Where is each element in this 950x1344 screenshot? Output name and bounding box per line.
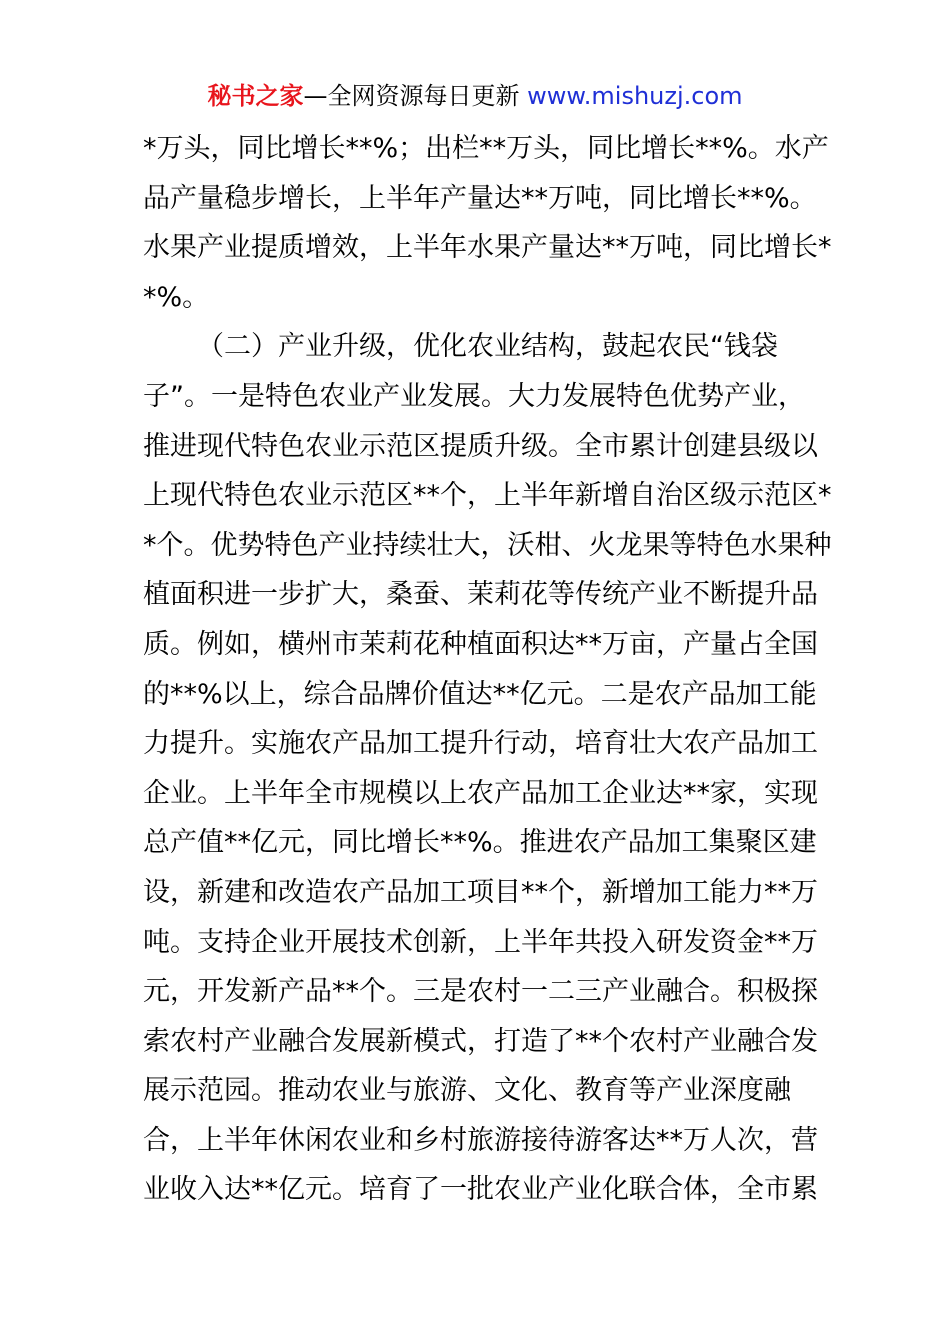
text-line: 子”。一是特色农业产业发展。大力发展特色优势产业，	[143, 380, 805, 412]
text-line: 元，开发新产品**个。三是农村一二三产业融合。积极探	[143, 976, 818, 1008]
text-line: 植面积进一步扩大，桑蚕、茉莉花等传统产业不断提升品	[143, 579, 818, 611]
text-line: 吨。支持企业开展技术创新，上半年共投入研发资金**万	[143, 926, 818, 958]
text-line: 业收入达**亿元。培育了一批农业产业化联合体，全市累	[143, 1174, 818, 1206]
text-line: 质。例如，横州市茉莉花种植面积达**万亩，产量占全国	[143, 628, 818, 660]
text-line: 力提升。实施农产品加工提升行动，培育壮大农产品加工	[143, 728, 818, 760]
text-line: 品产量稳步增长，上半年产量达**万吨，同比增长**%。	[143, 182, 817, 214]
site-url-link[interactable]: www.mishuzj.com	[527, 82, 743, 110]
text-line: *个。优势特色产业持续壮大，沃柑、火龙果等特色水果种	[143, 529, 832, 561]
site-header	[0, 80, 950, 112]
text-line: 上现代特色农业示范区**个，上半年新增自治区级示范区*	[143, 480, 832, 512]
text-line: 合，上半年休闲农业和乡村旅游接待游客达**万人次，营	[143, 1124, 818, 1156]
text-line: *%。	[143, 281, 210, 313]
text-line: 索农村产业融合发展新模式，打造了**个农村产业融合发	[143, 1025, 818, 1057]
text-line: 展示范园。推动农业与旅游、文化、教育等产业深度融	[143, 1075, 791, 1107]
text-line: 水果产业提质增效，上半年水果产量达**万吨，同比增长*	[143, 232, 832, 264]
text-line: 的**%以上，综合品牌价值达**亿元。二是农产品加工能	[143, 678, 817, 710]
text-line: 总产值**亿元，同比增长**%。推进农产品加工集聚区建	[143, 827, 817, 859]
text-line: 推进现代特色农业示范区提质升级。全市累计创建县级以	[143, 430, 818, 462]
document-body	[143, 124, 832, 1215]
section-heading-line: （二）产业升级，优化农业结构，鼓起农民“钱袋	[197, 331, 778, 363]
text-line: 设，新建和改造农产品加工项目**个，新增加工能力**万	[143, 876, 818, 908]
text-line: *万头，同比增长**%；出栏**万头，同比增长**%。水产	[143, 133, 829, 164]
text-line: 企业。上半年全市规模以上农产品加工企业达**家，实现	[143, 777, 818, 809]
site-brand: 秘书之家	[207, 82, 304, 110]
site-tagline: —全网资源每日更新	[303, 82, 528, 110]
